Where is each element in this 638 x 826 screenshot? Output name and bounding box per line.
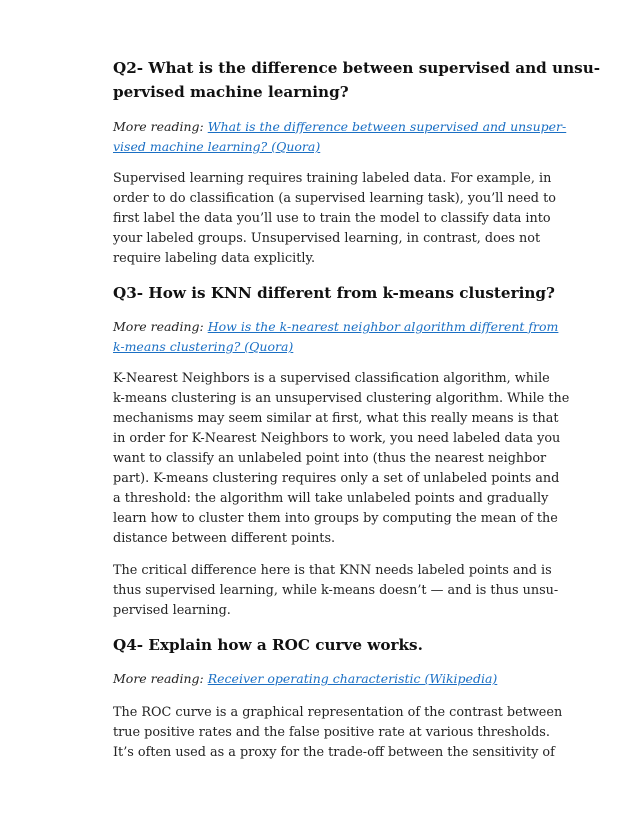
q3-quora-link-continued[interactable]: k-means clustering? (Quora) (113, 339, 294, 354)
text-line: Supervised learning requires training labeled data. For example, in (113, 171, 552, 186)
article-page (113, 40, 601, 763)
text-line: part). K-means clustering requires only a set of unlabeled points and (113, 471, 560, 486)
text-line: The ROC curve is a graphical representation of the contrast between (113, 705, 563, 720)
text-line: first label the data you’ll use to train the model to classify data into (113, 211, 551, 226)
q2-answer (113, 169, 556, 269)
heading-line: Q2- What is the difference between supervised and unsu- (113, 59, 601, 77)
q4-more-reading (113, 669, 528, 689)
text-line: It’s often used as a proxy for the trade-off between the sensitivity of (113, 745, 555, 760)
more-reading-label: More reading: (113, 671, 208, 686)
q4-answer (113, 703, 563, 763)
text-line: in order for K-Nearest Neighbors to work, you need labeled data you (113, 431, 561, 446)
text-line: K-Nearest Neighbors is a supervised classification algorithm, while (113, 371, 550, 386)
text-line: require labeling data explicitly. (113, 251, 316, 266)
text-line: k-means clustering is an unsupervised clustering algorithm. While the (113, 391, 570, 406)
text-line: thus supervised learning, while k-means doesn’t — and is thus unsu- (113, 583, 559, 598)
text-line: a threshold: the algorithm will take unlabeled points and gradually (113, 491, 549, 506)
text-line: pervised learning. (113, 603, 231, 618)
heading-line: Q3- How is KNN different from k-means clustering? (113, 284, 555, 302)
q3-quora-link[interactable]: How is the k-nearest neighbor algorithm different from (207, 319, 559, 334)
q2-quora-link-continued[interactable]: vised machine learning? (Quora) (113, 139, 321, 154)
more-reading-label: More reading: (113, 319, 208, 334)
q3-more-reading (113, 317, 559, 357)
text-line: distance between different points. (113, 531, 336, 546)
q3-answer-part2 (113, 561, 559, 621)
text-line: mechanisms may seem similar at first, what this really means is that (113, 411, 559, 426)
heading-line: Q4- Explain how a ROC curve works. (113, 636, 423, 654)
text-line: your labeled groups. Unsupervised learning, in contrast, does not (113, 231, 541, 246)
q2-quora-link[interactable]: What is the difference between supervised and unsuper- (207, 119, 567, 134)
q2-more-reading (113, 117, 567, 157)
q2-heading (113, 56, 601, 104)
text-line: true positive rates and the false positive rate at various thresholds. (113, 725, 550, 740)
text-line: order to do classification (a supervised learning task), you’ll need to (113, 191, 556, 206)
text-line: want to classify an unlabeled point into (thus the nearest neighbor (113, 451, 547, 466)
q4-wikipedia-link[interactable]: Receiver operating characteristic (Wikipedia) (207, 671, 498, 686)
q4-heading (113, 633, 528, 657)
q3-heading (113, 281, 555, 305)
heading-line: pervised machine learning? (113, 83, 349, 101)
text-line: The critical difference here is that KNN needs labeled points and is (113, 563, 552, 578)
more-reading-label: More reading: (113, 119, 208, 134)
q3-answer-part1 (113, 369, 570, 549)
text-line: learn how to cluster them into groups by computing the mean of the (113, 511, 558, 526)
